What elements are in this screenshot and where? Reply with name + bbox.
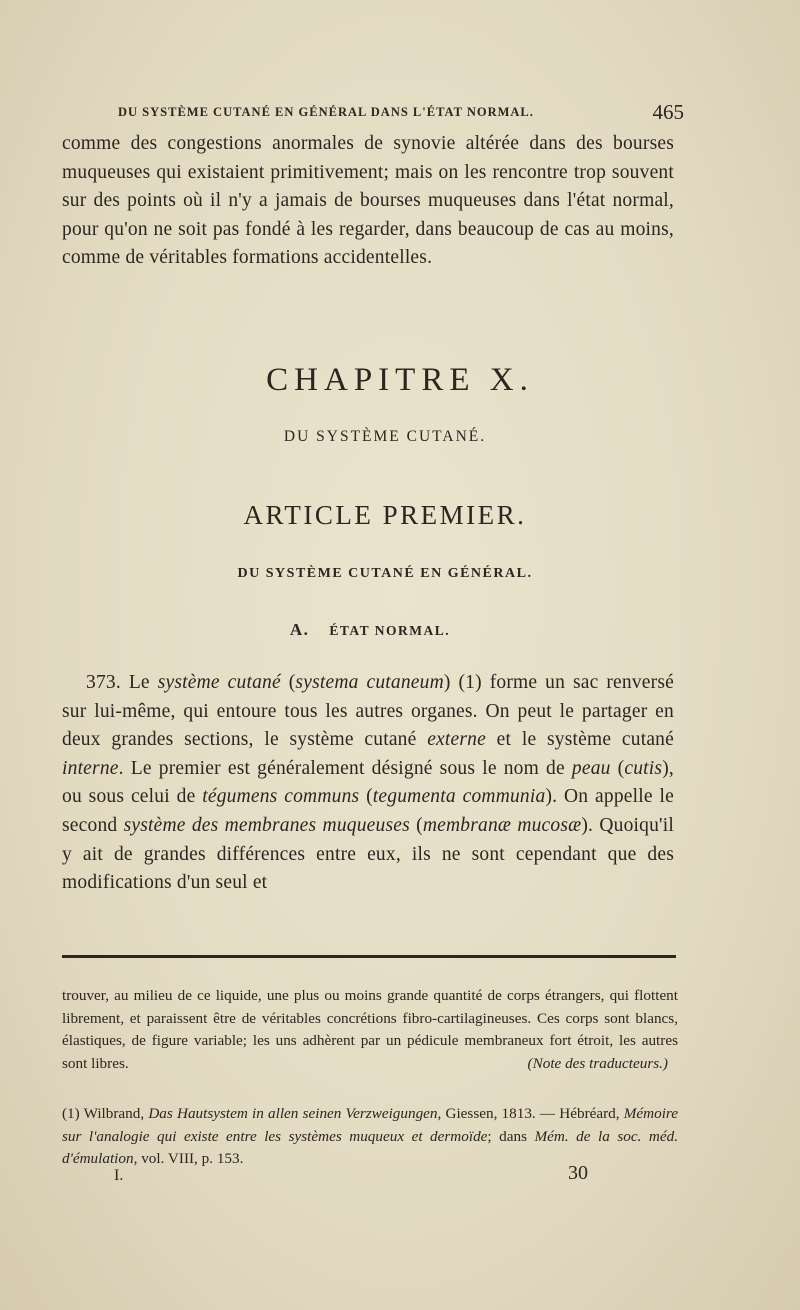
footnote-1 xyxy=(62,1103,678,1171)
article-subtitle: DU SYSTÈME CUTANÉ EN GÉNÉRAL. xyxy=(237,566,533,581)
running-header xyxy=(118,100,684,126)
article-title: ARTICLE PREMIER. xyxy=(243,500,527,530)
chapter-title: CHAPITRE X. xyxy=(266,362,534,398)
main-paragraph xyxy=(62,669,674,898)
footnote-continued xyxy=(62,985,678,1075)
signature-mark: I. xyxy=(114,1167,124,1184)
intro-paragraph xyxy=(62,130,674,273)
chapter-subtitle: DU SYSTÈME CUTANÉ. xyxy=(283,428,487,445)
translators-note-credit: (Note des traducteurs.) xyxy=(527,1054,668,1072)
intro-paragraph-text: comme des congestions anormales de synovie altérée dans des bourses muqueuses qui existaient primitivement; mais on les rencontre trop souvent sur des points où il n'y a jamais de bourses muqueuses dans l'état normal, pour qu'on ne soit pas fondé à les regarder, dans beaucoup de cas au moins, comme de véritables formations accidentelles. xyxy=(62,133,674,269)
section-title: ÉTAT NORMAL. xyxy=(329,623,451,638)
sheet-number: 30 xyxy=(568,1162,588,1184)
footnote-separator-rule xyxy=(62,955,676,958)
section-heading xyxy=(0,620,770,640)
main-paragraph-text: 373. Le système cutané (systema cutaneum) (1) forme un sac renversé sur lui-même, qui entoure tous les autres organes. On peut le partager en deux grandes sections, le système cutané externe et le système cutané interne. Le premier est généralement désigné sous le nom de peau (cutis), ou sous celui de tégumens communs (tegumenta communia). On appelle le second système des membranes muqueuses (membranæ mucosæ). Quoiqu'il y ait de grandes différences entre eux, ils ne sont cependant que des modifications d'un seul et xyxy=(62,672,674,894)
running-title: DU SYSTÈME CUTANÉ EN GÉNÉRAL DANS L'ÉTAT NORMAL. xyxy=(118,105,534,119)
page-number: 465 xyxy=(652,100,684,124)
footnote-continued-text: trouver, au milieu de ce liquide, une plus ou moins grande quantité de corps étrangers, qui flottent librement, et paraissent être de véritables concrétions fibro-cartilagineuses. Ces corps sont blancs, élastiques, de figure variable; les uns adhèrent par un pédicule membraneux fort étroit, les autres sont libres. (Note des traducteurs.) xyxy=(62,985,678,1075)
footnote-1-text: (1) Wilbrand, Das Hautsystem in allen seinen Verzweigungen, Giessen, 1813. — Hébréard, Mémoire sur l'analogie qui existe entre les systèmes muqueux et dermoïde; dans Mém. de la soc. méd. d'émulation, vol. VIII, p. 153. xyxy=(62,1105,679,1167)
section-letter: A. xyxy=(289,620,310,639)
